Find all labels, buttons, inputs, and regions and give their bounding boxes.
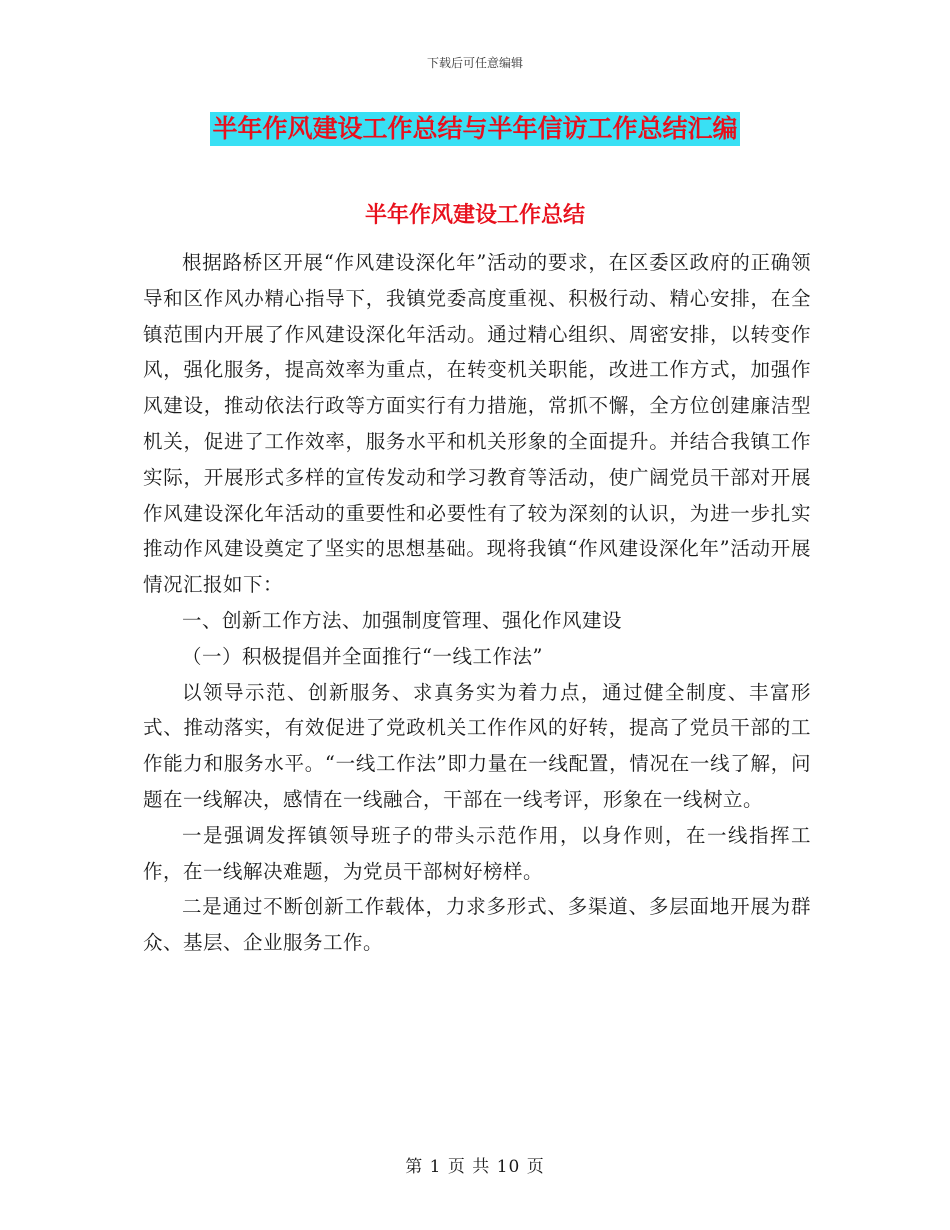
document-title: 半年作风建设工作总结与半年信访工作总结汇编	[210, 112, 739, 146]
body-subheading: （一）积极提倡并全面推行“一线工作法”	[182, 644, 543, 668]
document-body	[143, 245, 811, 961]
body-paragraph: 以领导示范、创新服务、求真务实为着力点，通过健全制度、丰富形式、推动落实，有效促进了党政机关工作作风的好转，提高了党员干部的工作能力和服务水平。“一线工作法”即力量在一线配置，情况在一线了解，问题在一线解决，感情在一线融合，干部在一线考评，形象在一线树立。	[143, 680, 811, 811]
main-title-container	[0, 112, 950, 146]
section-title: 半年作风建设工作总结	[364, 203, 585, 228]
body-paragraph: 根据路桥区开展“作风建设深化年”活动的要求，在区委区政府的正确领导和区作风办精心指导下，我镇党委高度重视、积极行动、精心安排，在全镇范围内开展了作风建设深化年活动。通过精心组织、周密安排，以转变作风，强化服务，提高效率为重点，在转变机关职能，改进工作方式，加强作风建设，推动依法行政等方面实行有力措施，常抓不懈，全方位创建廉洁型机关，促进了工作效率，服务水平和机关形象的全面提升。并结合我镇工作实际，开展形式多样的宣传发动和学习教育等活动，使广阔党员干部对开展作风建设深化年活动的重要性和必要性有了较为深刻的认识，为进一步扎实推动作风建设奠定了坚实的思想基础。现将我镇“作风建设深化年”活动开展情况汇报如下：	[143, 251, 811, 597]
body-heading: 一、创新工作方法、加强制度管理、强化作风建设	[182, 608, 623, 632]
body-paragraph: 一是强调发挥镇领导班子的带头示范作用，以身作则，在一线指挥工作，在一线解决难题，为党员干部树好榜样。	[143, 823, 811, 883]
body-paragraph: 二是通过不断创新工作载体，力求多形式、多渠道、多层面地开展为群众、基层、企业服务工作。	[143, 895, 811, 955]
header-note: 下载后可任意编辑	[426, 56, 523, 70]
page-number: 第 1 页 共 10 页	[405, 1157, 545, 1177]
